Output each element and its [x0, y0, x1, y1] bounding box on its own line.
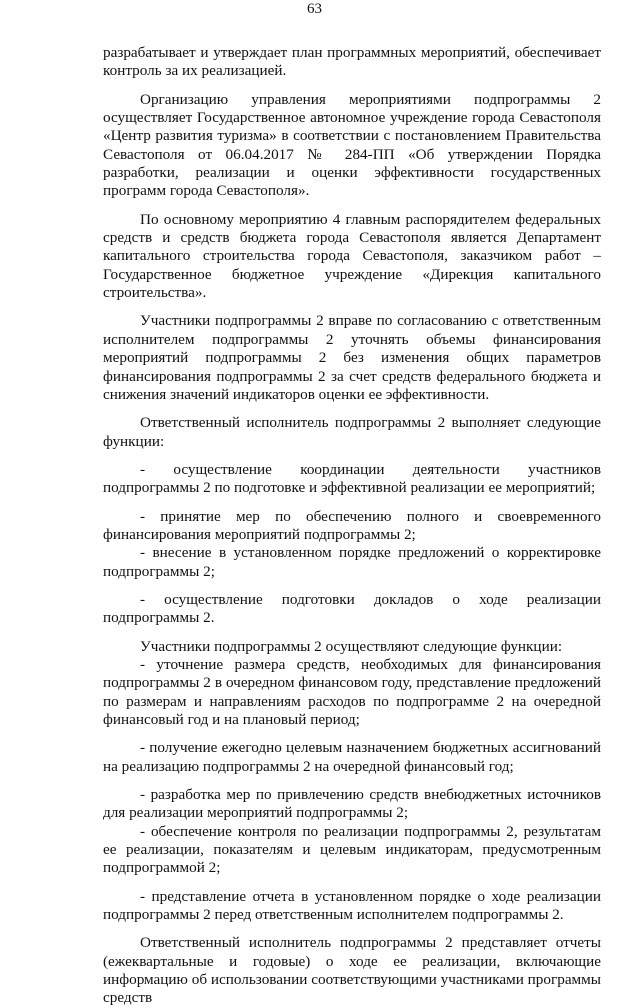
page-number: 63 — [307, 1, 322, 17]
paragraph: По основному мероприятию 4 главным распорядителем федеральных средств и средств бюджета города Севастополя является Департамент капитального строительства города Севастополя, заказчиком работ – Государственное бюджетное учреждение «Дирекция капитального строительства». — [103, 210, 601, 302]
list-item: - получение ежегодно целевым назначением бюджетных ассигнований на реализацию подпрограммы 2 на очередной финансовый год; — [103, 739, 601, 775]
paragraph: Организацию управления мероприятиями подпрограммы 2 осуществляет Государственное автономное учреждение города Севастополя «Центр развития туризма» в соответствии с постановлением Правительства Севастополя от 06.04.2017 № 284-ПП «Об утверждении Порядка разработки, реализации и оценки эффективности государственных программ города Севастополя». — [103, 90, 601, 200]
paragraph: разрабатывает и утверждает план программных мероприятий, обеспечивает контроль за их реализацией. — [103, 44, 601, 80]
list-item: - осуществление координации деятельности участников подпрограммы 2 по подготовке и эффективной реализации ее мероприятий; — [103, 460, 601, 497]
paragraph: Ответственный исполнитель подпрограммы 2 выполняет следующие функции: — [103, 414, 601, 450]
document-body — [103, 44, 601, 1008]
paragraph: Участники подпрограммы 2 вправе по согласованию с ответственным исполнителем подпрограммы 2 уточнять объемы финансирования мероприятий подпрограммы 2 без изменения общих параметров финансирования подпрограммы 2 за счет средств федерального бюджета и снижения значений индикаторов оценки ее эффективности. — [103, 312, 601, 403]
list-item: - осуществление подготовки докладов о ходе реализации подпрограммы 2. — [103, 590, 601, 627]
list-item: - разработка мер по привлечению средств внебюджетных источников для реализации мероприятий подпрограммы 2; — [103, 786, 601, 822]
list-item: - принятие мер по обеспечению полного и своевременного финансирования мероприятий подпрограммы 2; — [103, 507, 601, 543]
list-item: - представление отчета в установленном порядке о ходе реализации подпрограммы 2 перед ответственным исполнителем подпрограммы 2. — [103, 887, 601, 924]
paragraph: Ответственный исполнитель подпрограммы 2 представляет отчеты (ежеквартальные и годовые) о ходе ее реализации, включающие информацию об использовании соответствующими участниками программы средств — [103, 934, 601, 1007]
list-item: - обеспечение контроля по реализации подпрограммы 2, результатам ее реализации, показателям и целевым индикаторам, предусмотренным подпрограммой 2; — [103, 822, 601, 877]
list-item: - внесение в установленном порядке предложений о корректировке подпрограммы 2; — [103, 544, 601, 580]
paragraph: Участники подпрограммы 2 осуществляют следующие функции: — [140, 637, 563, 655]
list-item: - уточнение размера средств, необходимых для финансирования подпрограммы 2 в очередном финансовом году, представление предложений по размерам и направлениям расходов по подпрограмме 2 на очередной финансовый год и на плановый период; — [103, 655, 601, 728]
